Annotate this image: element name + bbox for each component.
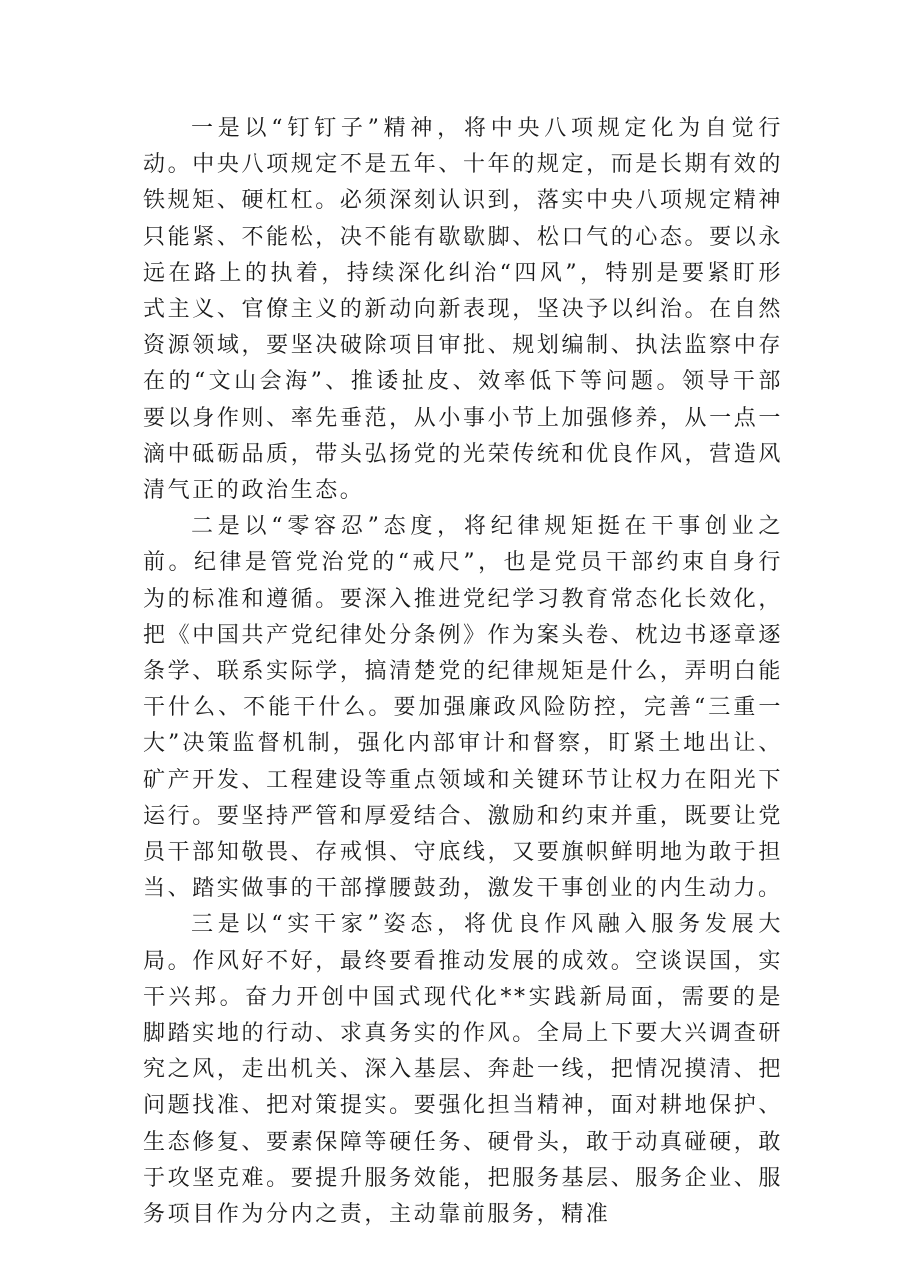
document-body <box>143 111 783 1233</box>
paragraph-1: 一是以“钉钉子”精神，将中央八项规定化为自觉行动。中央八项规定不是五年、十年的规定，而是长期有效的铁规矩、硬杠杠。必须深刻认识到，落实中央八项规定精神只能紧、不能松，决不能有歇歇脚、松口气的心态。要以永远在路上的执着，持续深化纠治“四风”，特别是要紧盯形式主义、官僚主义的新动向新表现，坚决予以纠治。在自然资源领域，要坚决破除项目审批、规划编制、执法监察中存在的“文山会海”、推诿扯皮、效率低下等问题。领导干部要以身作则、率先垂范，从小事小节上加强修养，从一点一滴中砥砺品质，带头弘扬党的光荣传统和优良作风，营造风清气正的政治生态。 <box>143 116 783 504</box>
paragraph-3: 三是以“实干家”姿态，将优良作风融入服务发展大局。作风好不好，最终要看推动发展的成效。空谈误国，实干兴邦。奋力开创中国式现代化**实践新局面，需要的是脚踏实地的行动、求真务实的作风。全局上下要大兴调查研究之风，走出机关、深入基层、奔赴一线，把情况摸清、把问题找准、把对策提实。要强化担当精神，面对耕地保护、生态修复、要素保障等硬任务、硬骨头，敢于动真碰硬，敢于攻坚克难。要提升服务效能，把服务基层、服务企业、服务项目作为分内之责，主动靠前服务，精准 <box>143 912 783 1228</box>
paragraph-2: 二是以“零容忍”态度，将纪律规矩挺在干事创业之前。纪律是管党治党的“戒尺”，也是党员干部约束自身行为的标准和遵循。要深入推进党纪学习教育常态化长效化，把《中国共产党纪律处分条例》作为案头卷、枕边书逐章逐条学、联系实际学，搞清楚党的纪律规矩是什么，弄明白能干什么、不能干什么。要加强廉政风险防控，完善“三重一大”决策监督机制，强化内部审计和督察，盯紧土地出让、矿产开发、工程建设等重点领域和关键环节让权力在阳光下运行。要坚持严管和厚爱结合、激励和约束并重，既要让党员干部知敬畏、存戒惧、守底线，又要旗帜鲜明地为敢于担当、踏实做事的干部撑腰鼓劲，激发干事创业的内生动力。 <box>143 514 783 902</box>
